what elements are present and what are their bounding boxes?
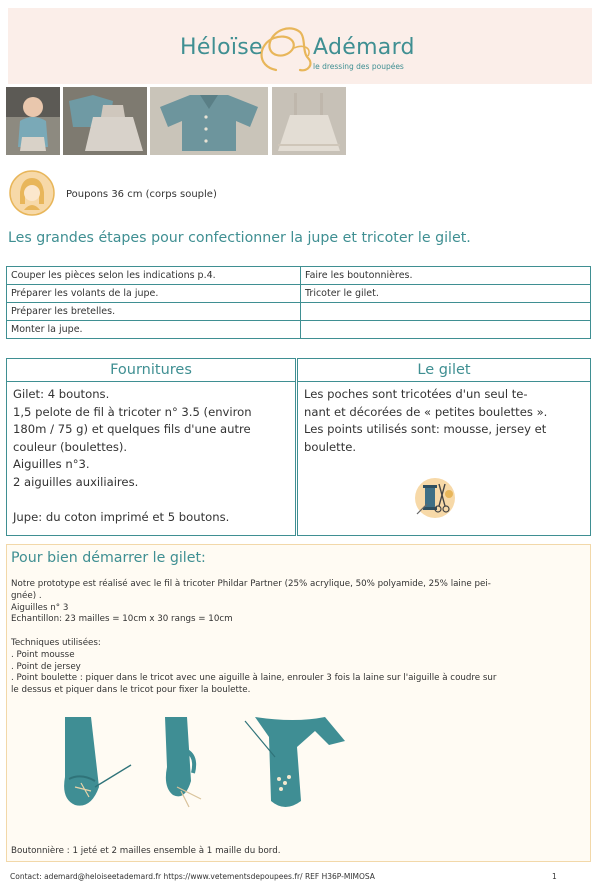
knitting-photo-3: [235, 717, 361, 817]
brand-tagline: le dressing des poupées: [313, 62, 404, 71]
table-cell: [301, 303, 591, 321]
getting-started-text: [11, 579, 585, 697]
thumbnail-skirt[interactable]: [272, 87, 346, 155]
brand-logo: [8, 8, 592, 84]
table-row: [7, 303, 591, 321]
text-line: Techniques utilisées:: [11, 637, 101, 648]
table-row: [7, 285, 591, 303]
cardigan-line: Les poches sont tricotées d'un seul te-: [304, 387, 528, 401]
supplies-line: [13, 492, 289, 510]
supplies-line: Jupe: du coton imprimé et 5 boutons.: [13, 510, 230, 525]
cardigan-heading: Le gilet: [417, 362, 471, 378]
cardigan-description: [298, 382, 590, 460]
getting-started-heading: Pour bien démarrer le gilet:: [11, 550, 206, 566]
page-number: 1: [552, 872, 557, 881]
thumbnail-outfit[interactable]: [63, 87, 147, 155]
brand-name-right: Adémard: [313, 35, 415, 60]
doll-size-label: Poupons 36 cm (corps souple): [66, 189, 217, 200]
table-cell: [301, 321, 591, 339]
footer-contact: Contact: ademard@heloiseetademard.fr https://www.vetementsdepoupees.fr/ REF H36P-MIMOSA: [10, 872, 375, 881]
cardigan-line: boulette.: [304, 439, 357, 454]
thumbnail-cardigan[interactable]: [150, 87, 268, 155]
supplies-line: Aiguilles n°3.: [13, 457, 90, 472]
text-line: . Point de jersey: [11, 661, 81, 672]
buttonhole-note: Boutonnière : 1 jeté et 2 mailles ensemble à 1 maille du bord.: [11, 846, 281, 856]
text-line: gnée) .: [11, 590, 42, 601]
knitting-photo-1: [51, 717, 147, 817]
supplies-line: 2 aiguilles auxiliaires.: [13, 474, 139, 489]
page-title: Les grandes étapes pour confectionner la jupe et tricoter le gilet.: [8, 230, 471, 246]
table-cell: Monter la jupe.: [7, 321, 301, 339]
supplies-line: couleur (boulettes).: [13, 439, 128, 454]
cardigan-line: Les points utilisés sont: mousse, jersey et: [304, 422, 547, 437]
table-cell: Préparer les volants de la jupe.: [7, 285, 301, 303]
text-line: . Point boulette : piquer dans le tricot avec une aiguille à laine, enrouler 3 fois la laine sur l'aiguille à coudre sur: [11, 673, 497, 684]
knitting-photo-2: [161, 717, 221, 817]
text-line: Aiguilles n° 3: [11, 602, 69, 613]
supplies-line: 180m / 75 g) et quelques fils d'une autre: [13, 422, 251, 437]
text-line: Notre prototype est réalisé avec le fil à tricoter Phildar Partner (25% acrylique, 50% polyamide, 25% laine pei-: [11, 579, 491, 589]
table-cell: Tricoter le gilet.: [301, 285, 591, 303]
cardigan-line: nant et décorées de « petites boulettes ».: [304, 404, 548, 419]
table-row: [7, 321, 591, 339]
text-line: [11, 626, 585, 638]
doll-face-icon: [9, 170, 55, 216]
supplies-list: [7, 382, 295, 531]
supplies-box: [6, 358, 296, 536]
text-line: Echantillon: 23 mailles = 10cm x 30 rangs = 10cm: [11, 614, 233, 625]
supplies-line: 1,5 pelote de fil à tricoter n° 3.5 (environ: [13, 404, 252, 419]
cardigan-box: [297, 358, 591, 536]
table-cell: Préparer les bretelles.: [7, 303, 301, 321]
sewing-tools-icon: [411, 476, 457, 520]
brand-name-left: Héloïse: [180, 35, 263, 60]
table-cell: Couper les pièces selon les indications p.4.: [7, 267, 301, 285]
table-row: [7, 267, 591, 285]
getting-started-section: [6, 544, 591, 862]
supplies-heading: Fournitures: [110, 362, 192, 378]
table-cell: Faire les boutonnières.: [301, 267, 591, 285]
text-line: le dessus et piquer dans le tricot pour fixer la boulette.: [11, 685, 251, 696]
text-line: . Point mousse: [11, 649, 75, 660]
brand-header: [8, 8, 592, 84]
steps-table: [6, 266, 591, 339]
supplies-line: Gilet: 4 boutons.: [13, 387, 110, 401]
thumbnail-doll[interactable]: [6, 87, 60, 155]
